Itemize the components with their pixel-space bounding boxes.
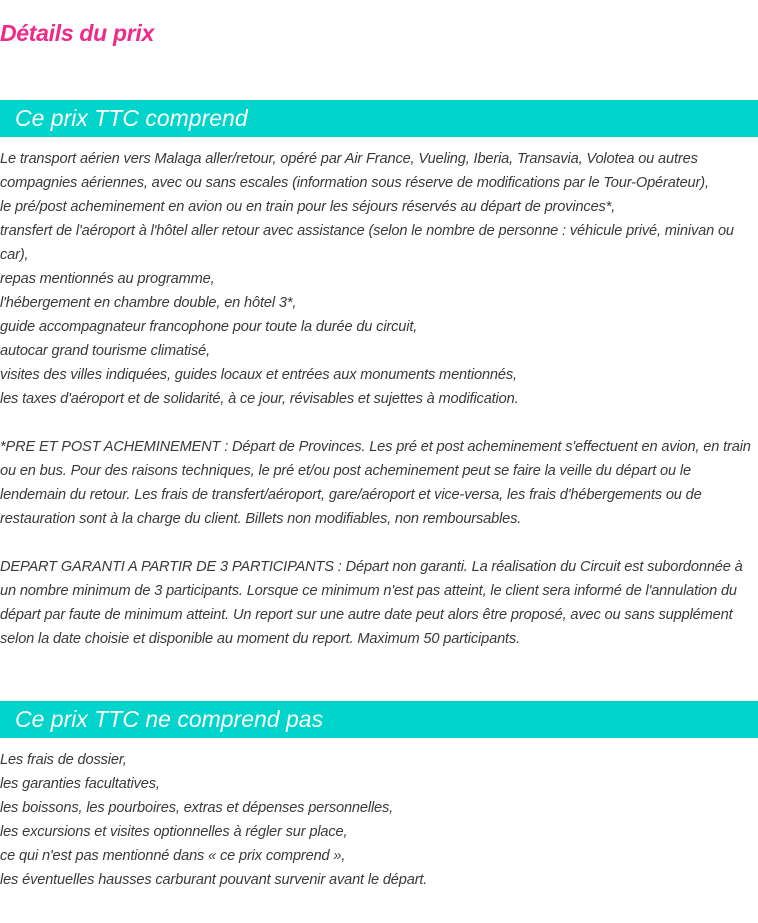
included-item-pre-post-transport: le pré/post acheminement en avion ou en train pour les séjours réservés au départ de provinces*, (0, 199, 616, 215)
included-item-taxes: les taxes d'aéroport et de solidarité, à ce jour, révisables et sujettes à modification. (0, 391, 519, 407)
included-item-meals: repas mentionnés au programme, (0, 271, 215, 287)
included-item-accommodation: l'hébergement en chambre double, en hôtel 3*, (0, 295, 297, 311)
note-pre-post-transport: *PRE ET POST ACHEMINEMENT : Départ de Provinces. Les pré et post acheminement s'effectuent en avion, en train ou en bus. Pour des raisons techniques, le pré et/ou post acheminement peut se faire la veille du départ ou le lendemain du retour. Les frais de transfert/aéroport, gare/aéroport et vice-versa, les frais d'hébergements ou de restauration sont à la charge du client. Billets non modifiables, non remboursables. (0, 439, 751, 527)
page-title: Détails du prix (0, 20, 154, 46)
spacer (0, 531, 758, 555)
excluded-section-body (0, 748, 758, 892)
included-item-guide: guide accompagnateur francophone pour toute la durée du circuit, (0, 319, 418, 335)
excluded-item-personal-expenses: les boissons, les pourboires, extras et dépenses personnelles, (0, 800, 394, 816)
excluded-item-fuel-surcharge: les éventuelles hausses carburant pouvant survenir avant le départ. (0, 872, 428, 888)
excluded-item-optional-insurance: les garanties facultatives, (0, 776, 160, 792)
spacer (0, 411, 758, 435)
included-section-title: Ce prix TTC comprend (15, 105, 248, 131)
excluded-section-title: Ce prix TTC ne comprend pas (15, 706, 324, 732)
included-item-coach: autocar grand tourisme climatisé, (0, 343, 210, 359)
excluded-item-optional-excursions: les excursions et visites optionnelles à régler sur place, (0, 824, 348, 840)
included-section-header (0, 100, 758, 137)
excluded-item-booking-fees: Les frais de dossier, (0, 752, 127, 768)
excluded-item-not-mentioned: ce qui n'est pas mentionné dans « ce prix comprend », (0, 848, 346, 864)
note-guaranteed-departure: DEPART GARANTI A PARTIR DE 3 PARTICIPANTS : Départ non garanti. La réalisation du Circuit est subordonnée à un nombre minimum de 3 participants. Lorsque ce minimum n'est pas atteint, le client sera informé de l'annulation du départ par faute de minimum atteint. Un report sur une autre date peut alors être proposé, avec ou sans supplément selon la date choisie et disponible au moment du report. Maximum 50 participants. (0, 559, 743, 647)
included-item-airport-transfer: transfert de l'aéroport à l'hôtel aller retour avec assistance (selon le nombre de personne : véhicule privé, minivan ou car), (0, 223, 734, 263)
included-item-visits: visites des villes indiquées, guides locaux et entrées aux monuments mentionnés, (0, 367, 517, 383)
included-section-body (0, 147, 758, 651)
included-item-flight: Le transport aérien vers Malaga aller/retour, opéré par Air France, Vueling, Iberia, Transavia, Volotea ou autres compagnies aériennes, avec ou sans escales (information sous réserve de modifications par le Tour-Opérateur), (0, 151, 709, 191)
excluded-section-header (0, 701, 758, 738)
